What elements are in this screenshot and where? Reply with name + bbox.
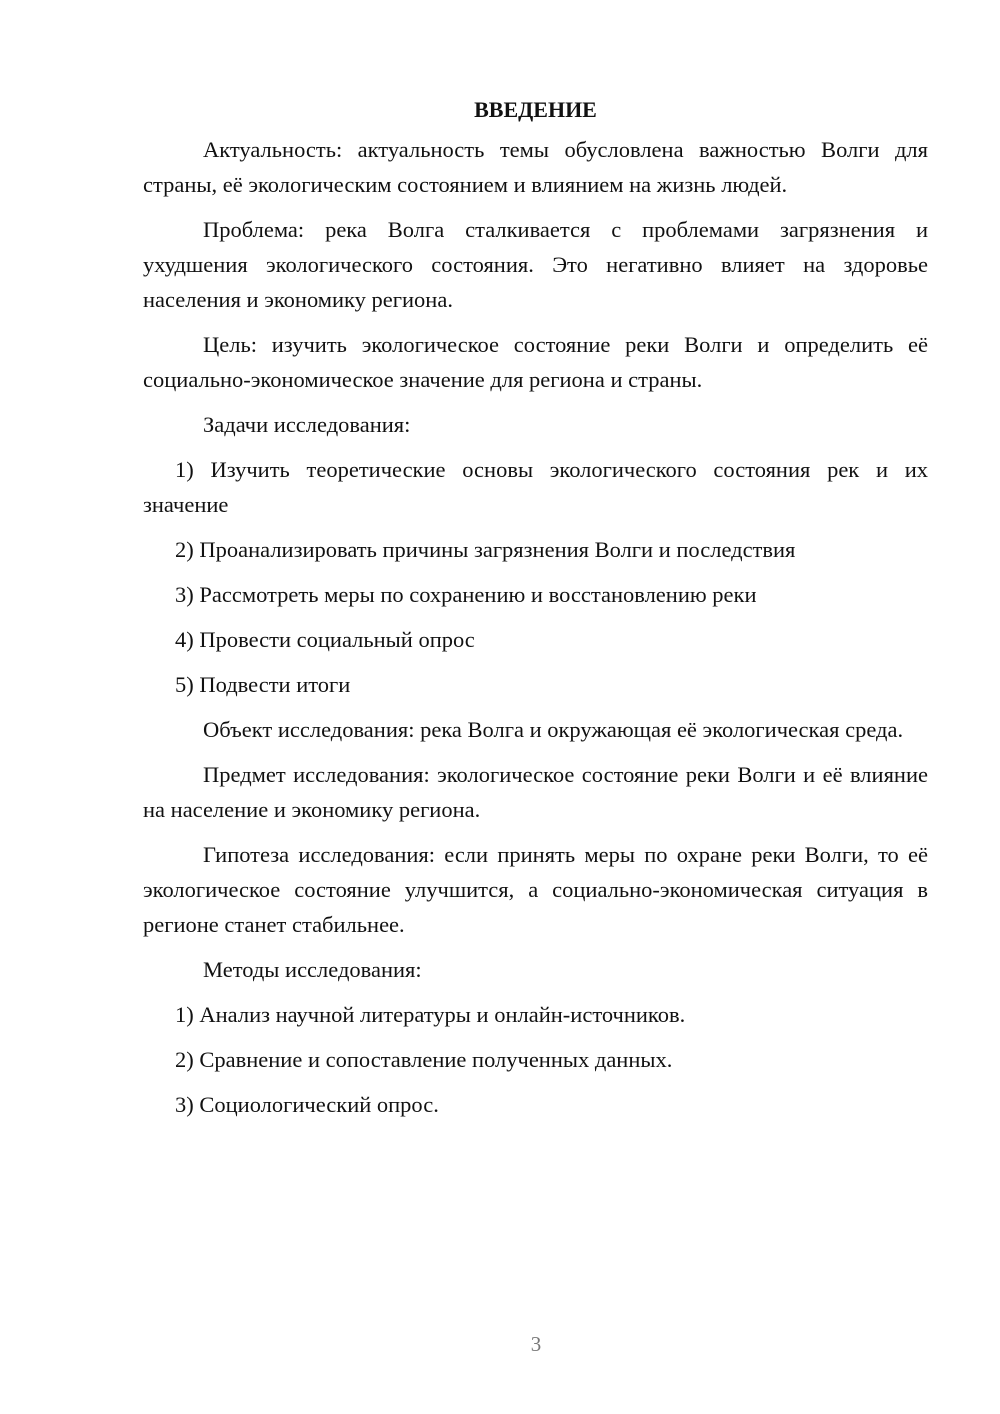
method-item: 2) Сравнение и сопоставление полученных данных.	[175, 1047, 673, 1072]
document-body	[143, 92, 928, 1122]
task-item: 2) Проанализировать причины загрязнения Волги и последствия	[175, 537, 796, 562]
task-item: 1) Изучить теоретические основы экологического состояния рек и их значение	[143, 457, 928, 517]
task-item: 3) Рассмотреть меры по сохранению и восстановлению реки	[175, 582, 757, 607]
relevance-paragraph: Актуальность: актуальность темы обусловлена важностью Волги для страны, её экологическим состоянием и влиянием на жизнь людей.	[143, 137, 928, 197]
task-item: 4) Провести социальный опрос	[175, 627, 475, 652]
tasks-list	[143, 452, 928, 702]
page-number: 3	[530, 1332, 542, 1356]
hypothesis-paragraph: Гипотеза исследования: если принять меры по охране реки Волги, то её экологическое состояние улучшится, а социально-экономическая ситуация в регионе станет стабильнее.	[143, 842, 928, 937]
method-item: 1) Анализ научной литературы и онлайн-источников.	[175, 1002, 686, 1027]
method-item: 3) Социологический опрос.	[175, 1092, 439, 1117]
methods-title: Методы исследования:	[203, 957, 422, 982]
problem-paragraph: Проблема: река Волга сталкивается с проблемами загрязнения и ухудшения экологического состояния. Это негативно влияет на здоровье населения и экономику региона.	[143, 217, 928, 312]
object-paragraph: Объект исследования: река Волга и окружающая её экологическая среда.	[203, 717, 904, 742]
section-heading: ВВЕДЕНИЕ	[474, 97, 597, 122]
subject-paragraph: Предмет исследования: экологическое состояние реки Волги и её влияние на население и экономику региона.	[143, 762, 928, 822]
tasks-title: Задачи исследования:	[203, 412, 411, 437]
task-item: 5) Подвести итоги	[175, 672, 351, 697]
methods-list	[143, 997, 928, 1122]
goal-paragraph: Цель: изучить экологическое состояние реки Волги и определить её социально-экономическое значение для региона и страны.	[143, 332, 928, 392]
